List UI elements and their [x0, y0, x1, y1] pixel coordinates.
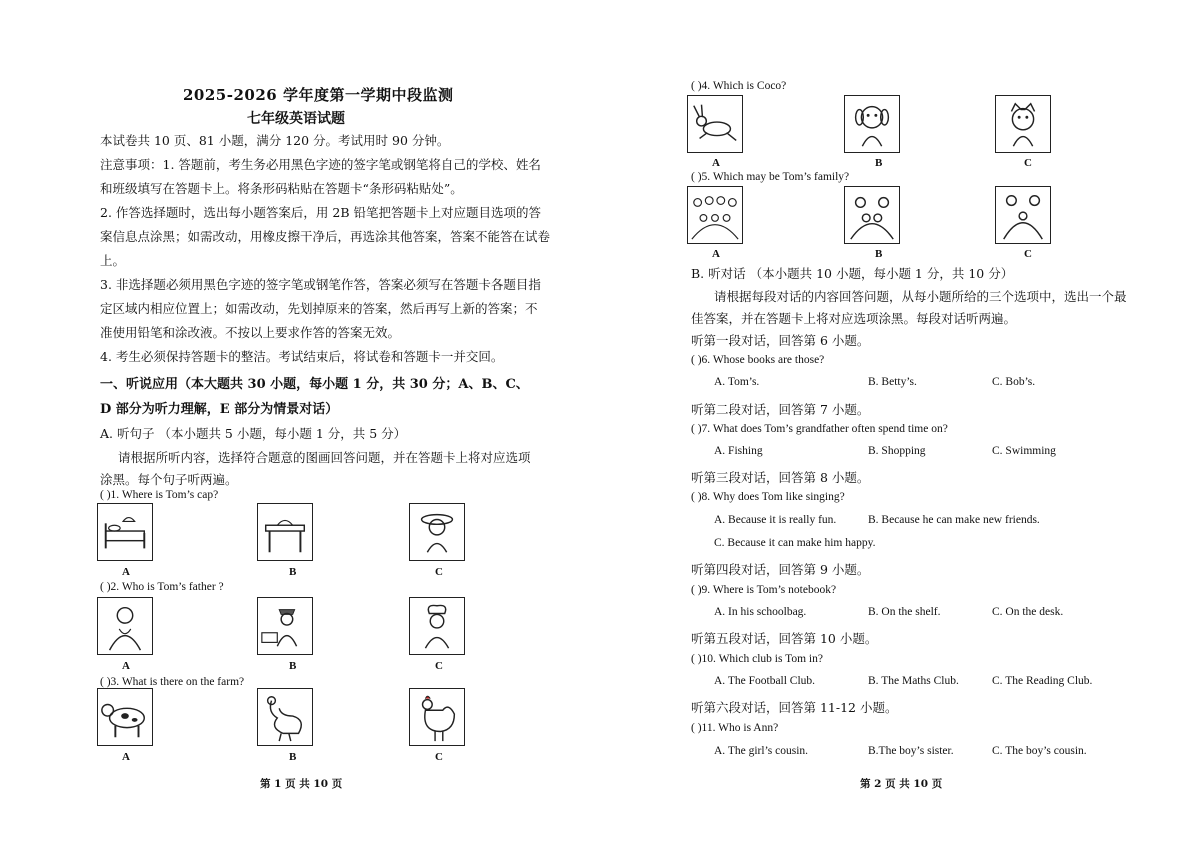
question-8-option-a: A. Because it is really fun.: [714, 514, 837, 526]
notice-line: 2. 作答选择题时，选出每小题答案后，用 2B 铅笔把答题卡上对应题目选项的答: [100, 205, 541, 220]
question-10: ( )10. Which club is Tom in?: [691, 653, 823, 665]
question-1: ( )1. Where is Tom’s cap?: [100, 489, 219, 501]
rabbit-icon: [688, 96, 742, 152]
dialogue-3-instruction: 听第三段对话，回答第 8 小题。: [691, 470, 870, 485]
option-label-a: A: [712, 157, 720, 169]
doctor-icon: [98, 598, 152, 654]
notice-line: 定区域内相应位置上；如需改动，先划掉原来的答案，然后再写上新的答案；不: [100, 301, 538, 316]
part-b-instruction: 佳答案，并在答题卡上将对应选项涂黑。每段对话听两遍。: [691, 311, 1017, 326]
part-a-instruction: 请根据所听内容，选择符合题意的图画回答问题，并在答题卡上将对应选项: [118, 450, 531, 465]
question-7: ( )7. What does Tom’s grandfather often spend time on?: [691, 423, 948, 435]
notice-line: 上。: [100, 253, 126, 268]
option-label-a: A: [122, 566, 130, 578]
rabbit-picture: [687, 95, 743, 153]
question-7-option-c: C. Swimming: [992, 445, 1056, 457]
part-a-instruction: 涂黑。每个句子听两遍。: [100, 472, 238, 487]
puppy-icon: [845, 96, 899, 152]
family-of-four-picture: [844, 186, 900, 244]
dialogue-4-instruction: 听第四段对话，回答第 9 小题。: [691, 562, 870, 577]
question-8-option-c: C. Because it can make him happy.: [714, 537, 876, 549]
part-a-heading: A. 听句子 （本小题共 5 小题，每小题 1 分，共 5 分）: [100, 426, 407, 441]
girl-icon: [410, 504, 464, 560]
option-label-c: C: [435, 660, 443, 672]
notice-line: 准使用铅笔和涂改液。不按以上要求作答的答案无效。: [100, 325, 401, 340]
option-label-b: B: [875, 248, 883, 260]
question-7-option-b: B. Shopping: [868, 445, 926, 457]
question-7-option-a: A. Fishing: [714, 445, 763, 457]
exam-subtitle: 七年级英语试题: [247, 111, 345, 127]
question-6-option-b: B. Betty’s.: [868, 376, 917, 388]
option-label-a: A: [122, 751, 130, 763]
family-icon: [688, 187, 742, 243]
exam-intro: 本试卷共 10 页、81 小题，满分 120 分。考试用时 90 分钟。: [100, 133, 450, 148]
question-11: ( )11. Who is Ann?: [691, 722, 779, 734]
notice-line: 4. 考生必须保持答题卡的整洁。考试结束后，将试卷和答题卡一并交回。: [100, 349, 504, 364]
notice-line: 和班级填写在答题卡上。将条形码粘贴在答题卡“条形码粘贴处”。: [100, 181, 463, 196]
question-9: ( )9. Where is Tom’s notebook?: [691, 584, 837, 596]
question-8: ( )8. Why does Tom like singing?: [691, 491, 845, 503]
doctor-picture: [97, 597, 153, 655]
question-11-option-a: A. The girl’s cousin.: [714, 745, 809, 757]
question-4: ( )4. Which is Coco?: [691, 80, 787, 92]
question-6-option-c: C. Bob’s.: [992, 376, 1036, 388]
question-5: ( )5. Which may be Tom’s family?: [691, 171, 850, 183]
option-label-c: C: [435, 566, 443, 578]
desk-picture: [257, 503, 313, 561]
question-2: ( )2. Who is Tom’s father ?: [100, 581, 224, 593]
kitten-icon: [996, 96, 1050, 152]
question-8-option-b: B. Because he can make new friends.: [868, 514, 1040, 526]
kitten-picture: [995, 95, 1051, 153]
exam-page-2: [600, 0, 1200, 849]
option-label-b: B: [289, 660, 297, 672]
section-heading: D 部分为听力理解，E 部分为情景对话）: [100, 402, 339, 417]
family-of-three-picture: [995, 186, 1051, 244]
notice-line: 案信息点涂黑；如需改动，用橡皮擦干净后，再选涂其他答案，答案不能答在试卷: [100, 229, 551, 244]
puppy-picture: [844, 95, 900, 153]
part-b-instruction: 请根据每段对话的内容回答问题，从每小题所给的三个选项中，选出一个最: [714, 289, 1127, 304]
question-3: ( )3. What is there on the farm?: [100, 676, 245, 688]
option-label-b: B: [875, 157, 883, 169]
section-heading: 一、听说应用（本大题共 30 小题，每小题 1 分，共 30 分；A、B、C、: [100, 377, 529, 392]
notice-line: 注意事项：1. 答题前，考生务必用黑色字迹的签字笔或钢笔将自己的学校、姓名: [100, 157, 541, 172]
exam-title: 2025-2026 学年度第一学期中段监测: [183, 86, 454, 104]
large-family-picture: [687, 186, 743, 244]
cow-icon: [98, 689, 152, 745]
hen-icon: [410, 689, 464, 745]
option-label-c: C: [1024, 157, 1032, 169]
hen-picture: [409, 688, 465, 746]
bed-picture: [97, 503, 153, 561]
option-label-b: B: [289, 566, 297, 578]
question-9-option-c: C. On the desk.: [992, 606, 1064, 618]
chef-picture: [409, 597, 465, 655]
part-b-heading: B. 听对话 （本小题共 10 小题，每小题 1 分，共 10 分）: [691, 266, 1014, 281]
goose-icon: [258, 689, 312, 745]
policeman-picture: [257, 597, 313, 655]
cow-picture: [97, 688, 153, 746]
question-10-option-a: A. The Football Club.: [714, 675, 816, 687]
option-label-b: B: [289, 751, 297, 763]
option-label-a: A: [122, 660, 130, 672]
notice-line: 3. 非选择题必须用黑色字迹的签字笔或钢笔作答，答案必须写在答题卡各题目指: [100, 277, 541, 292]
question-9-option-a: A. In his schoolbag.: [714, 606, 807, 618]
dialogue-5-instruction: 听第五段对话，回答第 10 小题。: [691, 631, 878, 646]
question-11-option-c: C. The boy’s cousin.: [992, 745, 1087, 757]
option-label-c: C: [435, 751, 443, 763]
question-10-option-c: C. The Reading Club.: [992, 675, 1093, 687]
bed-icon: [98, 504, 152, 560]
family-icon: [845, 187, 899, 243]
question-6: ( )6. Whose books are those?: [691, 354, 825, 366]
girl-with-hat-picture: [409, 503, 465, 561]
page-footer: 第 1 页 共 10 页: [260, 778, 343, 790]
question-10-option-b: B. The Maths Club.: [868, 675, 959, 687]
dialogue-1-instruction: 听第一段对话，回答第 6 小题。: [691, 333, 870, 348]
dialogue-6-instruction: 听第六段对话，回答第 11-12 小题。: [691, 700, 898, 715]
dialogue-2-instruction: 听第二段对话，回答第 7 小题。: [691, 402, 870, 417]
question-6-option-a: A. Tom’s.: [714, 376, 760, 388]
policeman-icon: [258, 598, 312, 654]
question-9-option-b: B. On the shelf.: [868, 606, 941, 618]
family-icon: [996, 187, 1050, 243]
desk-icon: [258, 504, 312, 560]
goose-picture: [257, 688, 313, 746]
question-11-option-b: B.The boy’s sister.: [868, 745, 954, 757]
chef-icon: [410, 598, 464, 654]
option-label-a: A: [712, 248, 720, 260]
option-label-c: C: [1024, 248, 1032, 260]
page-footer: 第 2 页 共 10 页: [860, 778, 943, 790]
